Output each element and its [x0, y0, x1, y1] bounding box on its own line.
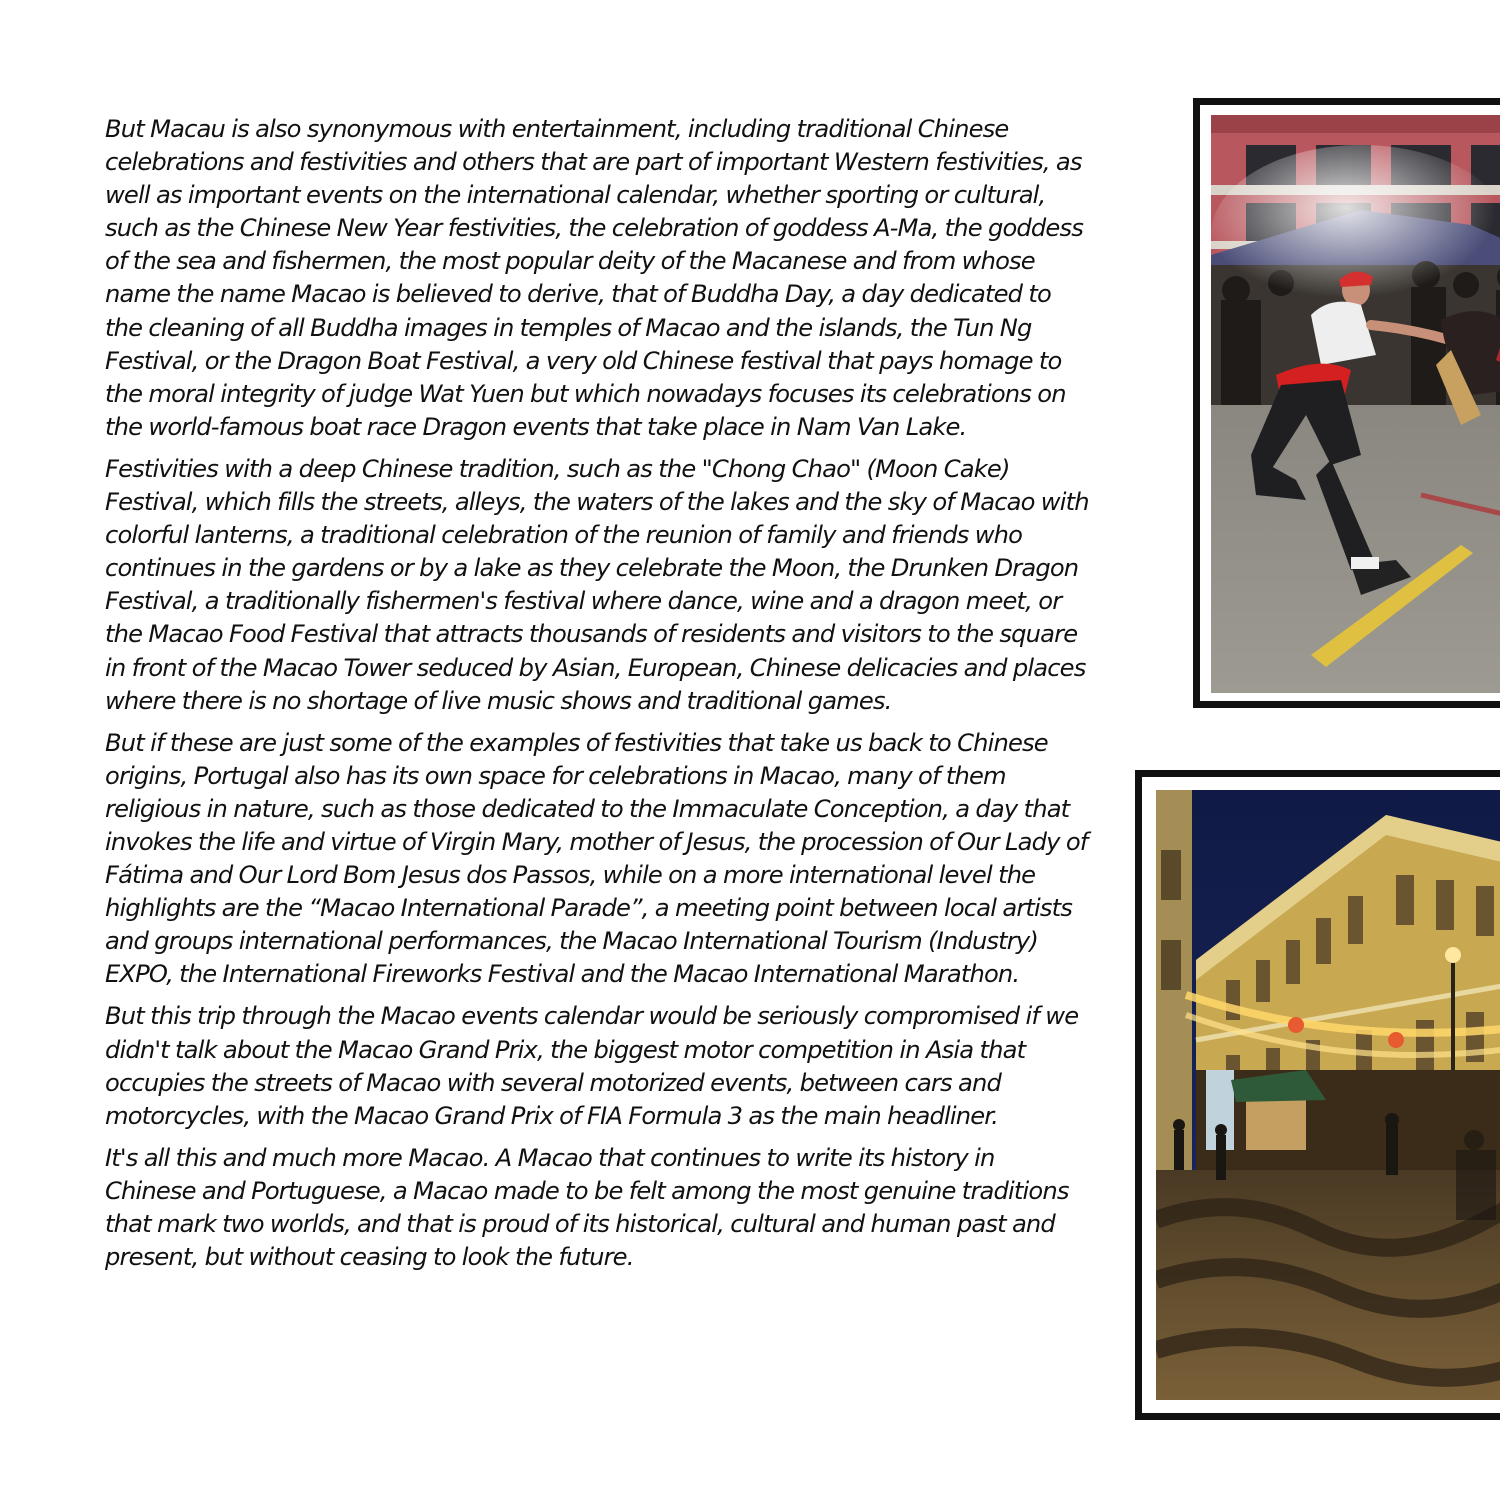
paragraph-1: But Macau is also synonymous with entertainment, including traditional Chinese celebrations and festivities and others that are part of important Western festivities, as well as important events on the international calendar, whether sporting or cultural, such as the Chinese New Year festivities, the celebration of goddess A-Ma, the goddess of the sea and fishermen, the most popular deity of the Macanese and from whose name the name Macao is believed to derive, that of Buddha Day, a day dedicated to the cleaning of all Buddha images in temples of Macao and the islands, the Tun Ng Festival, or the Dragon Boat Festival, a very old Chinese festival that pays homage to the moral integrity of judge Wat Yuen but which nowadays focuses its celebrations on the world-famous boat race Dragon events that take place in Nam Van Lake. [105, 115, 1083, 441]
senado-square-photo [1156, 790, 1500, 1400]
dragon-dance-photo-frame [1193, 98, 1500, 708]
dragon-dance-photo [1211, 115, 1500, 693]
paragraph-4: But this trip through the Macao events calendar would be seriously compromised if we didn't talk about the Macao Grand Prix, the biggest motor competition in Asia that occupies the streets of Macao with several motorized events, between cars and motorcycles, with the Macao Grand Prix of FIA Formula 3 as the main headliner. [105, 1002, 1079, 1130]
paragraph-3: But if these are just some of the examples of festivities that take us back to Chinese origins, Portugal also has its own space for celebrations in Macao, many of them religious in nature, such as those dedicated to the Immaculate Conception, a day that invokes the life and virtue of Virgin Mary, mother of Jesus, the procession of Our Lady of Fátima and Our Lord Bom Jesus dos Passos, while on a more international level the highlights are the “Macao International Parade”, a meeting point between local artists and groups international performances, the Macao International Tourism (Industry) EXPO, the International Fireworks Festival and the Macao International Marathon. [105, 728, 1088, 989]
senado-square-photo-frame [1135, 770, 1500, 1420]
paragraph-2: Festivities with a deep Chinese tradition, such as the "Chong Chao" (Moon Cake) Festival, which fills the streets, alleys, the waters of the lakes and the sky of Macao with colorful lanterns, a traditional celebration of the reunion of family and friends who continues in the gardens or by a lake as they celebrate the Moon, the Drunken Dragon Festival, a traditionally fishermen's festival where dance, wine and a dragon meet, or the Macao Food Festival that attracts thousands of residents and visitors to the square in front of the Macao Tower seduced by Asian, European, Chinese delicacies and places where there is no shortage of live music shows and traditional games. [105, 454, 1089, 715]
article-body [105, 113, 1090, 1283]
paragraph-5: It's all this and much more Macao. A Macao that continues to write its history in Chinese and Portuguese, a Macao made to be felt among the most genuine traditions that mark two worlds, and that is proud of its historical, cultural and human past and present, but without ceasing to look the future. [105, 1143, 1069, 1272]
